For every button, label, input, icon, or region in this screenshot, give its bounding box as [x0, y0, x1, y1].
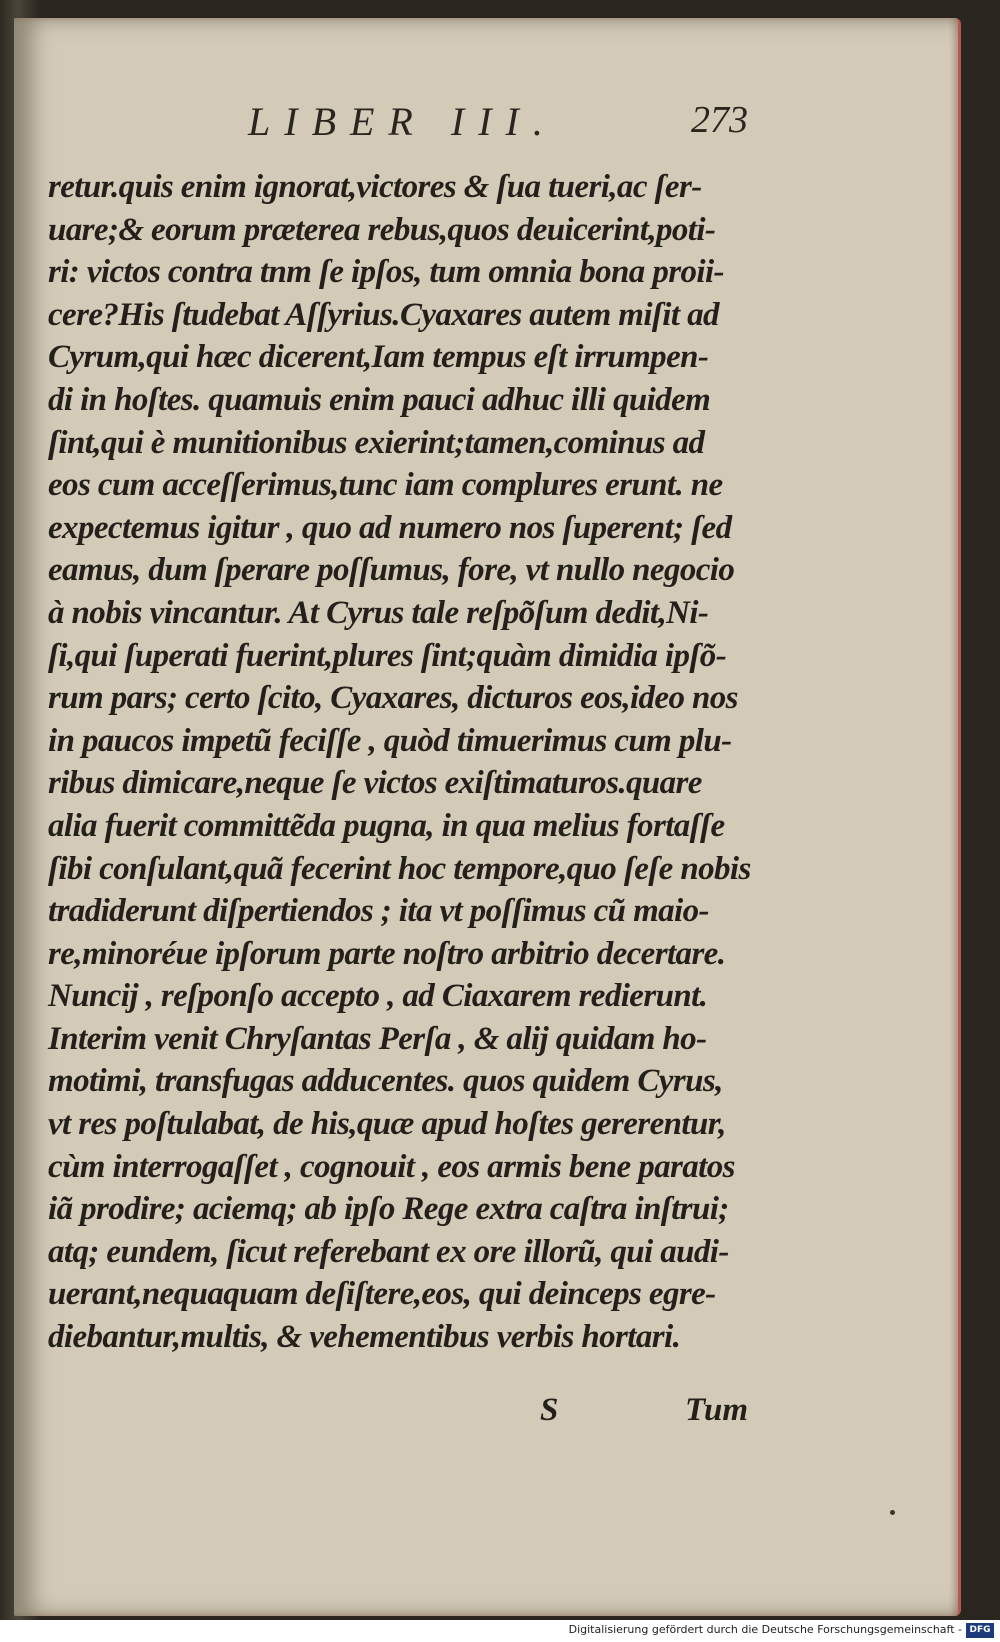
text-line: uare;& eorum præterea rebus,quos deuicerint,poti-: [48, 211, 716, 248]
footer-credit: Digitalisierung gefördert durch die Deutsche Forschungsgemeinschaft -: [568, 1623, 962, 1636]
text-line: ribus dimicare,neque ſe victos exiſtimaturos.quare: [48, 765, 702, 802]
text-line: cùm interrogaſſet , cognouit , eos armis bene paratos: [48, 1148, 735, 1185]
text-line: retur.quis enim ignorat,victores & ſua tueri,ac ſer-: [48, 169, 702, 205]
text-line: expectemus igitur , quo ad numero nos ſuperent; ſed: [48, 509, 732, 546]
text-line: eos cum acceſſerimus,tunc iam complures erunt. ne: [48, 467, 723, 504]
text-line: ſi,qui ſuperati fuerint,plures ſint;quàm dimidia ipſõ-: [48, 637, 727, 674]
text-line: re,minoréue ipſorum parte noſtro arbitrio decertare.: [48, 935, 726, 972]
text-line: alia fuerit committẽda pugna, in qua melius fortaſſe: [48, 807, 725, 844]
text-line: à nobis vincantur. At Cyrus tale reſpõſum dedit,Ni-: [48, 594, 709, 631]
digitization-footer: [0, 1620, 1000, 1642]
text-line: motimi, transfugas adducentes. quos quidem Cyrus,: [48, 1063, 723, 1100]
text-line: iã prodire; aciemq; ab ipſo Rege extra caſtra inſtrui;: [48, 1191, 729, 1228]
text-line: di in hoſtes. quamuis enim pauci adhuc illi quidem: [48, 381, 711, 418]
text-line: diebantur,multis, & vehementibus verbis hortari.: [48, 1319, 681, 1356]
text-line: ri: victos contra tnm ſe ipſos, tum omnia bona proii-: [48, 254, 724, 291]
text-line: Interim venit Chryſantas Perſa , & alij quidam ho-: [48, 1020, 707, 1057]
signature-mark: S: [540, 1392, 559, 1428]
text-line: tradiderunt diſpertiendos ; ita vt poſſimus cũ maio-: [48, 893, 709, 930]
text-line: atq; eundem, ſicut referebant ex ore illorũ, qui audi-: [48, 1233, 729, 1270]
text-line: vt res poſtulabat, de his,quæ apud hoſtes gererentur,: [48, 1106, 726, 1143]
catchword: Tum: [685, 1392, 748, 1428]
text-line: eamus, dum ſperare poſſumus, fore, vt nullo negocio: [48, 552, 735, 589]
text-line: cere?His ſtudebat Aſſyrius.Cyaxares autem miſit ad: [48, 296, 719, 333]
text-line: ſint,qui è munitionibus exierint;tamen,cominus ad: [48, 424, 705, 461]
running-title: LIBER III.: [248, 99, 557, 144]
catchline: [48, 1392, 748, 1436]
body-text: [48, 166, 751, 1359]
text-line: in paucos impetũ feciſſe , quòd timuerimus cum plu-: [48, 722, 732, 759]
dfg-logo: DFG: [966, 1623, 994, 1638]
text-line: ſibi conſulant,quã fecerint hoc tempore,quo ſeſe nobis: [48, 850, 751, 887]
text-line: uerant,nequaquam deſiſtere,eos, qui deinceps egre-: [48, 1276, 716, 1313]
ink-speck: [890, 1510, 895, 1515]
text-line: Cyrum,qui hæc dicerent,Iam tempus eſt irrumpen-: [48, 339, 709, 376]
page-header: [248, 98, 748, 150]
page-number: 273: [691, 99, 748, 141]
text-line: Nuncij , reſponſo accepto , ad Ciaxarem redierunt.: [48, 978, 708, 1015]
text-line: rum pars; certo ſcito, Cyaxares, dicturos eos,ideo nos: [48, 680, 738, 717]
